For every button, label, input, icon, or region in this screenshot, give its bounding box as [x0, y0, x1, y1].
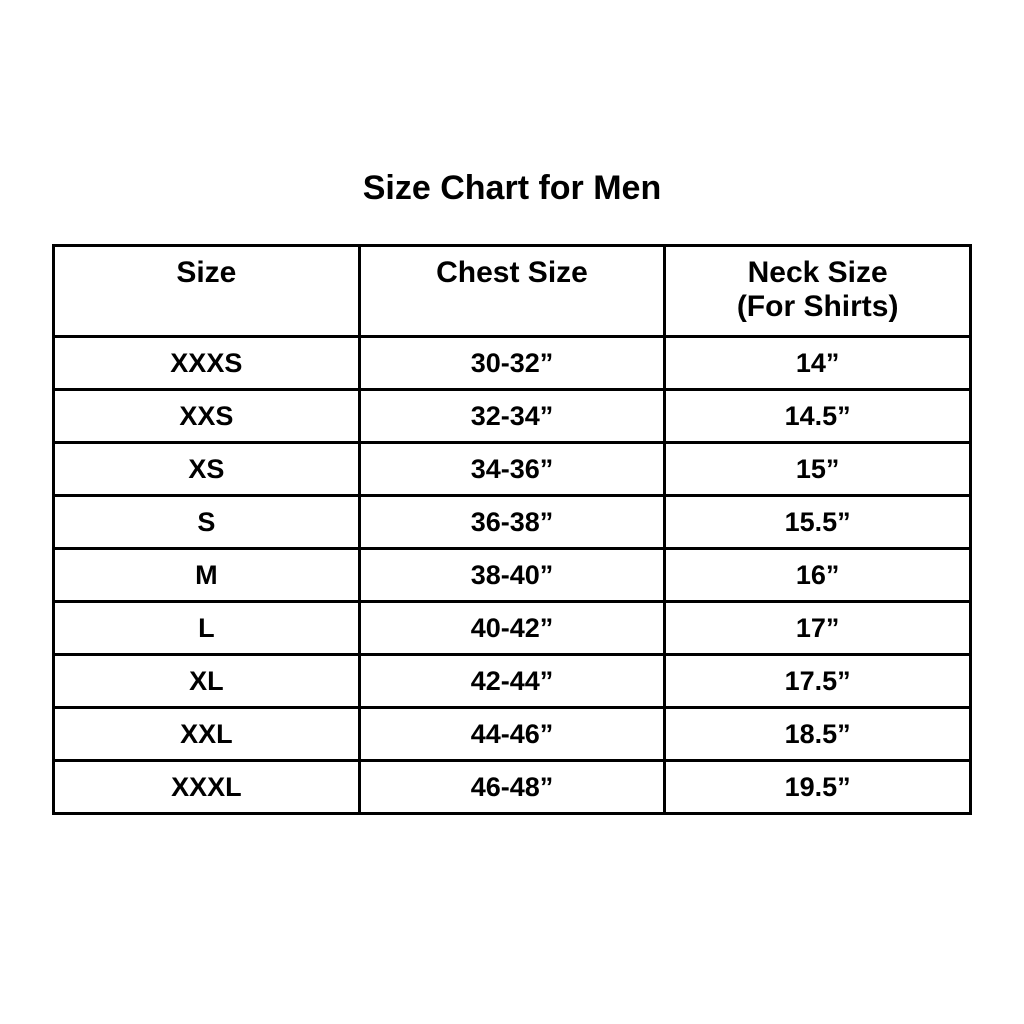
column-header-neck-size-sublabel: (For Shirts) — [736, 290, 899, 323]
cell-neck-size: 15” — [665, 443, 971, 496]
cell-chest-size: 42-44” — [359, 655, 665, 708]
column-header-neck-size — [665, 246, 971, 337]
cell-size: L — [54, 602, 360, 655]
cell-size: XXS — [54, 390, 360, 443]
cell-size: XXL — [54, 708, 360, 761]
cell-neck-size: 14.5” — [665, 390, 971, 443]
cell-chest-size: 32-34” — [359, 390, 665, 443]
cell-size: XS — [54, 443, 360, 496]
page-title: Size Chart for Men — [362, 169, 662, 207]
table-row-l — [54, 602, 971, 655]
table-row-xl — [54, 655, 971, 708]
table-row-s — [54, 496, 971, 549]
cell-neck-size: 17.5” — [665, 655, 971, 708]
table-body — [54, 337, 971, 814]
cell-chest-size: 38-40” — [359, 549, 665, 602]
table-row-xxl — [54, 708, 971, 761]
cell-neck-size: 16” — [665, 549, 971, 602]
column-header-chest-size — [359, 246, 665, 337]
table-header — [54, 246, 971, 337]
table-row-xxxs — [54, 337, 971, 390]
column-header-chest-size-label: Chest Size — [436, 256, 588, 289]
cell-neck-size: 19.5” — [665, 761, 971, 814]
column-header-size — [54, 246, 360, 337]
table-row-xs — [54, 443, 971, 496]
cell-neck-size: 15.5” — [665, 496, 971, 549]
cell-size: S — [54, 496, 360, 549]
size-chart-table — [52, 244, 972, 815]
cell-chest-size: 46-48” — [359, 761, 665, 814]
cell-chest-size: 36-38” — [359, 496, 665, 549]
cell-size: XXXL — [54, 761, 360, 814]
cell-chest-size: 44-46” — [359, 708, 665, 761]
cell-chest-size: 30-32” — [359, 337, 665, 390]
column-header-neck-size-label: Neck Size — [747, 256, 888, 289]
column-header-size-label: Size — [176, 256, 237, 289]
cell-neck-size: 18.5” — [665, 708, 971, 761]
cell-size: M — [54, 549, 360, 602]
cell-size: XL — [54, 655, 360, 708]
cell-chest-size: 40-42” — [359, 602, 665, 655]
table-row-m — [54, 549, 971, 602]
table-row-xxs — [54, 390, 971, 443]
cell-size: XXXS — [54, 337, 360, 390]
table-row-xxxl — [54, 761, 971, 814]
cell-neck-size: 14” — [665, 337, 971, 390]
header-row — [54, 246, 971, 337]
cell-neck-size: 17” — [665, 602, 971, 655]
cell-chest-size: 34-36” — [359, 443, 665, 496]
